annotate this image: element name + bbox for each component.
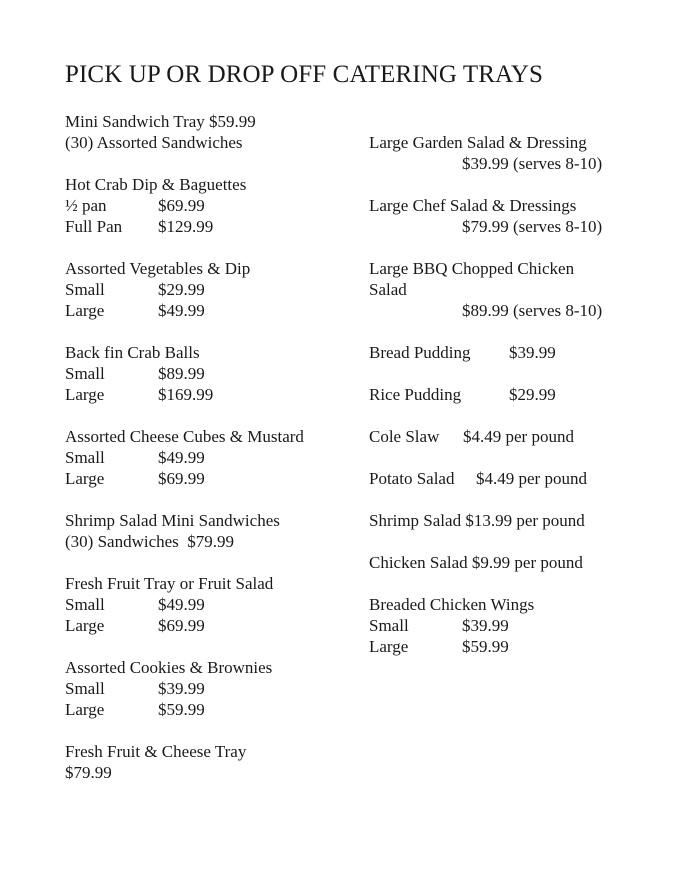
item-name: Large Garden Salad & Dressing bbox=[369, 133, 587, 152]
price: $29.99 bbox=[509, 385, 556, 404]
size-price-row bbox=[65, 195, 345, 216]
page-title: PICK UP OR DROP OFF CATERING TRAYS bbox=[65, 61, 544, 88]
item-name: Assorted Cookies & Brownies bbox=[65, 658, 273, 677]
price: $69.99 bbox=[158, 469, 205, 488]
price: $169.99 bbox=[158, 385, 214, 404]
menu-item-chicken-salad bbox=[369, 552, 649, 573]
item-name-price: Shrimp Salad $13.99 per pound bbox=[369, 511, 585, 530]
item-description: (30) Sandwiches $79.99 bbox=[65, 532, 235, 551]
menu-item-hot-crab-dip bbox=[65, 174, 345, 237]
menu-item-chef-salad bbox=[369, 195, 649, 237]
item-name: Cole Slaw bbox=[369, 427, 440, 446]
item-name: Hot Crab Dip & Baguettes bbox=[65, 175, 247, 194]
size-label: Small bbox=[65, 280, 105, 299]
item-name: Fresh Fruit & Cheese Tray bbox=[65, 742, 247, 761]
item-name: Back fin Crab Balls bbox=[65, 343, 200, 362]
menu-item-crab-balls bbox=[65, 342, 345, 405]
price: $59.99 bbox=[462, 637, 509, 656]
menu-item-potato-salad bbox=[369, 468, 649, 489]
price: $49.99 bbox=[158, 301, 205, 320]
price: $79.99 (serves 8-10) bbox=[462, 217, 603, 236]
item-name: Mini Sandwich Tray $59.99 bbox=[65, 112, 256, 131]
menu-item-bread-pudding bbox=[369, 342, 649, 363]
menu-column-right bbox=[369, 111, 649, 657]
price: $39.99 bbox=[462, 616, 509, 635]
size-label: Large bbox=[65, 469, 105, 488]
price: $79.99 bbox=[65, 763, 112, 782]
size-label: Large bbox=[369, 637, 409, 656]
size-price-row bbox=[65, 363, 345, 384]
menu-item-garden-salad bbox=[369, 132, 649, 174]
menu-item-chicken-wings bbox=[369, 594, 649, 657]
item-name: Fresh Fruit Tray or Fruit Salad bbox=[65, 574, 274, 593]
size-label: Small bbox=[65, 364, 105, 383]
size-label: Large bbox=[65, 700, 105, 719]
price: $129.99 bbox=[158, 217, 214, 236]
size-price-row bbox=[65, 594, 345, 615]
size-label: Small bbox=[65, 679, 105, 698]
size-label: Large bbox=[65, 385, 105, 404]
item-name: Shrimp Salad Mini Sandwiches bbox=[65, 511, 280, 530]
size-label: Large bbox=[65, 301, 105, 320]
size-price-row bbox=[65, 447, 345, 468]
size-price-row bbox=[369, 636, 649, 657]
size-label: Small bbox=[369, 616, 409, 635]
size-price-row bbox=[65, 384, 345, 405]
price: $69.99 bbox=[158, 616, 205, 635]
menu-item-fruit-cheese-tray bbox=[65, 741, 345, 783]
size-price-row bbox=[65, 216, 345, 237]
menu-item-bbq-chicken-salad bbox=[369, 258, 649, 321]
size-label: ½ pan bbox=[65, 196, 107, 215]
size-label: Full Pan bbox=[65, 217, 123, 236]
item-name: Breaded Chicken Wings bbox=[369, 595, 535, 614]
size-price-row bbox=[65, 279, 345, 300]
price: $39.99 bbox=[509, 343, 556, 362]
menu-item-shrimp-mini-sandwiches bbox=[65, 510, 345, 552]
item-name: Large BBQ Chopped Chicken bbox=[369, 259, 575, 278]
item-name: Bread Pudding bbox=[369, 343, 471, 362]
price: $39.99 bbox=[158, 679, 205, 698]
price: $4.49 per pound bbox=[476, 469, 587, 488]
price: $4.49 per pound bbox=[463, 427, 574, 446]
price: $49.99 bbox=[158, 448, 205, 467]
price: $89.99 (serves 8-10) bbox=[462, 301, 603, 320]
size-label: Large bbox=[65, 616, 105, 635]
menu-item-fruit-tray bbox=[65, 573, 345, 636]
menu-item-cole-slaw bbox=[369, 426, 649, 447]
size-price-row bbox=[65, 615, 345, 636]
menu-item-rice-pudding bbox=[369, 384, 649, 405]
price: $49.99 bbox=[158, 595, 205, 614]
item-name: Large Chef Salad & Dressings bbox=[369, 196, 577, 215]
item-description: (30) Assorted Sandwiches bbox=[65, 133, 243, 152]
menu-item-shrimp-salad bbox=[369, 510, 649, 531]
menu-item-cookies-brownies bbox=[65, 657, 345, 720]
size-price-row bbox=[65, 699, 345, 720]
size-price-row bbox=[369, 615, 649, 636]
item-name-continued: Salad bbox=[369, 280, 407, 299]
size-price-row bbox=[65, 678, 345, 699]
size-label: Small bbox=[65, 448, 105, 467]
price: $39.99 (serves 8-10) bbox=[462, 154, 603, 173]
item-name-price: Chicken Salad $9.99 per pound bbox=[369, 553, 583, 572]
menu-item-cheese-cubes bbox=[65, 426, 345, 489]
price: $69.99 bbox=[158, 196, 205, 215]
item-name: Assorted Cheese Cubes & Mustard bbox=[65, 427, 304, 446]
item-name: Potato Salad bbox=[369, 469, 455, 488]
size-label: Small bbox=[65, 595, 105, 614]
price: $59.99 bbox=[158, 700, 205, 719]
size-price-row bbox=[65, 300, 345, 321]
item-name: Rice Pudding bbox=[369, 385, 462, 404]
item-name: Assorted Vegetables & Dip bbox=[65, 259, 251, 278]
price: $29.99 bbox=[158, 280, 205, 299]
menu-column-left bbox=[65, 111, 345, 783]
menu-item-mini-sandwich-tray bbox=[65, 111, 345, 153]
size-price-row bbox=[65, 468, 345, 489]
menu-item-vegetables-dip bbox=[65, 258, 345, 321]
price: $89.99 bbox=[158, 364, 205, 383]
